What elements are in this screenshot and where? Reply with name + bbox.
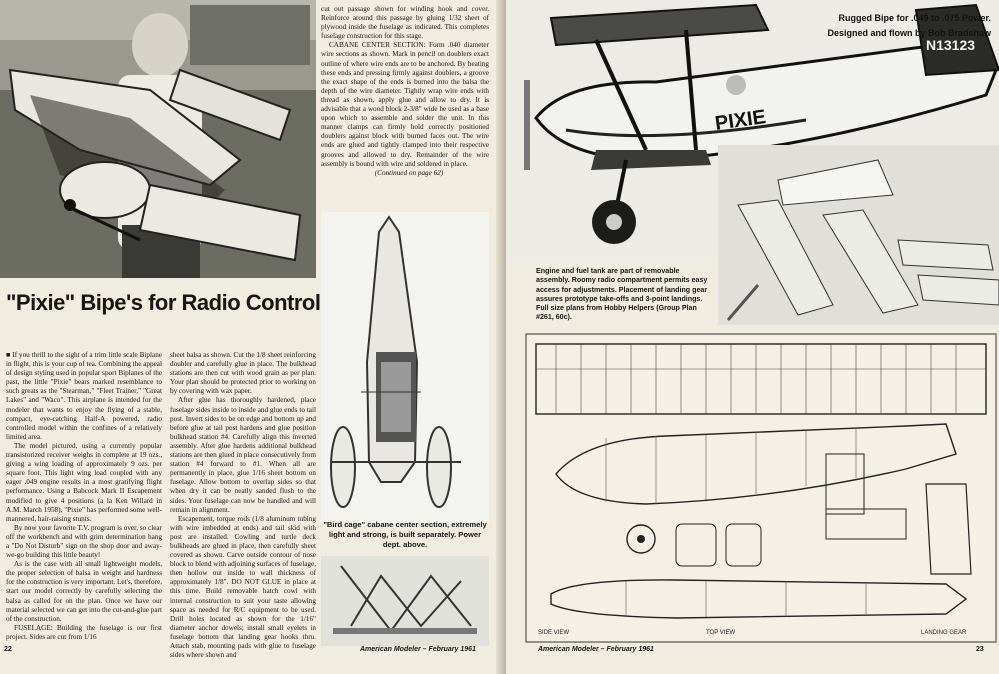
magazine-credit-right: American Modeler – February 1961 bbox=[538, 646, 654, 653]
paragraph: cut out passage shown for winding hook and cover. Reinforce around this passage by gluing 1/32 sheet of plywood inside the fuselage as indicated. This completes fuselage construction for this stage. bbox=[321, 5, 489, 41]
magazine-credit-left: American Modeler – February 1961 bbox=[360, 646, 476, 653]
caption-birdcage: "Bird cage" cabane center section, extremely light and strong, is built separately. Power dept. above. bbox=[323, 520, 487, 549]
photo-wire-cabane-detail bbox=[321, 556, 489, 646]
page-number-right: 23 bbox=[976, 646, 984, 653]
paragraph: After glue has thoroughly hardened, place fuselage sides inside to inside and glue ends to tail post. Invert sides to be on edge and bottom up and before glue at tail post hardens and glue position bulkhead station #4. Carefully align this inverted assembly. After glue hardens additional bulkhead stations are then glued in place consecutively from station #4 forward to #1. When all are permanently in place, glue 1/16 sheet bottom on fuselage. Allow bottom to overlap sides so that when dry it can be neatly sanded flush to the sides. Your fuselage can now be handled and will remain in alignment. bbox=[170, 396, 316, 514]
cabane-detail-art bbox=[321, 556, 489, 646]
birdcage-photo-art bbox=[321, 212, 489, 524]
paragraph: FUSELAGE: Building the fuselage is our first project. Sides are cut from 1/16 bbox=[6, 623, 162, 641]
text-column-3 bbox=[321, 5, 489, 202]
paragraph: Escapement, torque rods (1/8 aluminum tubing with wire imbedded at ends) and tail skid with post are installed. Cowling and turtle deck bulkheads are glued in place, then carefully sheet covered as shown. Carve outside contour of nose block to blend with adjoining surfaces of fuselage, then hollow out inside to wall thickness of approximately 1/8". DO NOT GLUE in place at this time. Build removable hatch cowl with internal construction to suit your taste allowing space as needed for R/C equipment to be used. Drill holes located as shown for the 1/16" diameter anchor dowels; install small eyelets in fuselage bottom that landing gear hooks thru. Attach stab, mounting pads with glue to fuselage sides where shown and bbox=[170, 514, 316, 660]
paragraph: The model pictured, using a currently popular transistorized receiver weighs in complete at 19 ozs., giving a wing loading of approximately 9 ozs. per square foot. This light wing load coupled with any eager .049 engine results in a most gratifying flight performance. Using a Babcock Mark II Escapement modified to give 4 positions (a la Ken Willard in A.M. March 1958), "Pixie" has performed some well-mannered, hair-raising stunts. bbox=[6, 441, 162, 523]
plans-label-gear: LANDING GEAR bbox=[921, 630, 967, 636]
right-page bbox=[506, 0, 999, 674]
paragraph: CABANE CENTER SECTION: Form .040 diameter wire sections as shown. Mark in pencil on doublers exact outline of where wire ends are to be anchored. By heating these ends and pressing firmly against doublers, a groove the exact shape of the ends is burned into the balsa the depth of the wire diameter. Tightly wrap wire ends with thread as shown, apply glue and allow to dry. It is advisable that a wood block 2-3/8" wide be used as a base upon which to assemble and solder the unit. In this manner clamps can firmly hold correctly positioned doublers against block with burned faces out. The wire ends are glued and tightly clamped into their respective grooves and allowed to dry. Remainder of the wire assembly is bound with wire and soldered in place. bbox=[321, 41, 489, 168]
plane-name-marking: PIXIE bbox=[713, 106, 768, 135]
continued-note: (Continued on page 62) bbox=[374, 168, 444, 177]
photo-fuselage-birdcage bbox=[321, 212, 489, 524]
plans-label-side: SIDE VIEW bbox=[538, 630, 570, 636]
text-column-2 bbox=[170, 351, 316, 660]
boy-plane-photo-art bbox=[0, 0, 316, 278]
plans-svg bbox=[526, 334, 996, 642]
paragraph: As is the case with all small lightweight models, the proper selection of balsa in weight and hardness for the construction is very important. Let's, therefore, start our model correctly by carefully selecting the balsa as called for on the plan. Once we have our material selected we can get into the cut-and-glue part of the construction. bbox=[6, 560, 162, 623]
text-column-1 bbox=[6, 351, 162, 643]
caption-engine: Engine and fuel tank are part of removable assembly. Roomy radio compartment permits easy access for adjustments. Placement of landing gear assures prototype take-offs and 3-point landings. Full size plans from Hobby Helpers (Group Plan #261, 60c). bbox=[536, 267, 708, 322]
page-number-left: 22 bbox=[4, 646, 12, 653]
photo-disassembled-parts bbox=[718, 145, 999, 325]
parts-photo-art bbox=[718, 145, 999, 325]
article-headline: "Pixie" Bipe's for Radio Control bbox=[6, 290, 321, 315]
paragraph: sheet balsa as shown. Cut the 1/8 sheet reinforcing doubler and carefully glue in place. The bulkhead stations are then cut with wood grain as per plan. Your plan should be protected prior to working on by covering with wax paper. bbox=[170, 351, 316, 396]
subtitle-line-power: Rugged Bipe for .049 to .075 Power. bbox=[838, 13, 991, 23]
registration-marking: N13123 bbox=[926, 37, 976, 53]
article-subtitle bbox=[721, 10, 991, 41]
plans-drawing bbox=[526, 334, 996, 642]
subtitle-line-designer: Designed and flown by Bob Bradshaw bbox=[827, 28, 991, 38]
plans-label-top: TOP VIEW bbox=[706, 630, 736, 636]
paragraph: By now your favorite T.V. program is over, so clear off the workbench and with grim determination hang a "Do Not Disturb" sign on the shop door and away-we-go building this little beauty! bbox=[6, 523, 162, 560]
photo-boy-with-plane bbox=[0, 0, 316, 278]
paragraph: ■ If you thrill to the sight of a trim little scale Biplane in flight, this is your cup of tea. Combining the appeal of design styling used in popular sport Biplanes of the past, the little "Pixie" bears marked resemblance to such greats as the "Stearman," "Fleet Trainer," "Great Lakes" and "Waco". This airplane is intended for the modeler that wants to enjoy the flying of a stable, compact, eye-catching Half-A powered, radio controlled model within the confines of a relatively limited area. bbox=[6, 351, 162, 441]
